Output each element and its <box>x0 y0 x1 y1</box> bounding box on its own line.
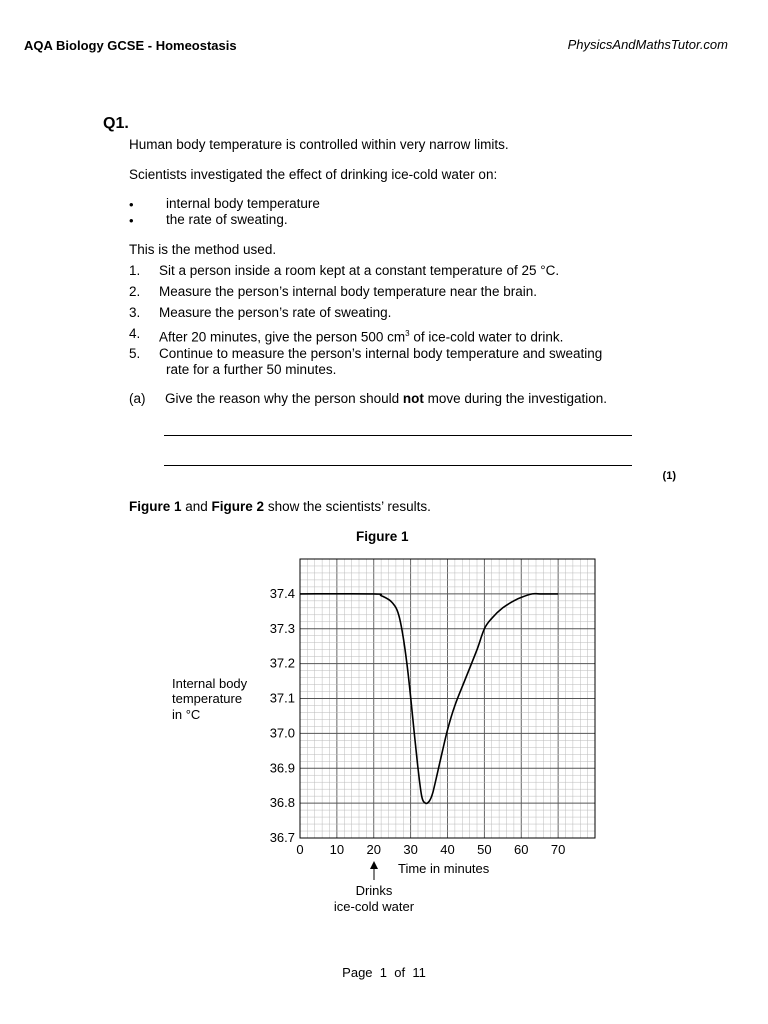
superscript: 3 <box>405 329 410 338</box>
y-tick-label: 36.9 <box>269 760 295 776</box>
chart-grid <box>300 559 595 838</box>
y-axis-label: temperature <box>172 691 243 706</box>
step-number: 1. <box>129 263 141 278</box>
bullet-item: the rate of sweating. <box>166 212 288 227</box>
header-title: AQA Biology GCSE - Homeostasis <box>24 38 237 53</box>
part-a-text: move during the investigation. <box>423 391 608 406</box>
x-tick-label: 30 <box>403 842 418 857</box>
y-tick-label: 37.0 <box>269 725 295 741</box>
step-number: 5. <box>129 346 141 361</box>
x-tick-label: 10 <box>329 842 345 857</box>
page-footer <box>0 965 768 980</box>
step-number: 4. <box>129 326 141 341</box>
question-number: Q1. <box>103 115 129 132</box>
step-number: 3. <box>129 305 141 320</box>
bullet-item: internal body temperature <box>166 196 320 211</box>
annotation-arrow-icon <box>370 861 378 869</box>
step-text-part: of ice-cold water to drink. <box>409 329 564 345</box>
bullet-marker: • <box>129 213 134 228</box>
step-text-part: After 20 minutes, give the person 500 cm <box>159 329 406 345</box>
part-a-text: Give the reason why the person should <box>165 391 403 406</box>
x-tick-label: 20 <box>366 842 381 857</box>
marks-label: (1) <box>662 470 676 482</box>
figures-intro-text: show the scientists’ results. <box>264 499 431 514</box>
y-tick-label: 37.2 <box>269 655 295 671</box>
step-text: Measure the person’s rate of sweating. <box>159 305 392 320</box>
step-text: Measure the person’s internal body temperature near the brain. <box>159 284 537 299</box>
y-tick-label: 37.3 <box>269 620 295 636</box>
step-text: Sit a person inside a room kept at a constant temperature of 25 °C. <box>159 263 560 278</box>
y-tick-label: 36.7 <box>269 830 295 845</box>
y-tick-label: 37.1 <box>269 690 295 706</box>
step-text: Continue to measure the person’s internal body temperature and sweating <box>159 346 603 361</box>
annotation-label: ice-cold water <box>333 899 415 914</box>
step-number: 2. <box>129 284 141 299</box>
question-intro: Human body temperature is controlled within very narrow limits. <box>129 137 509 152</box>
annotation-label: Drinks <box>355 883 393 898</box>
page-total: 11 <box>412 965 426 980</box>
x-tick-label: 50 <box>477 842 492 857</box>
page-label: Page <box>342 965 373 980</box>
figure-ref: Figure 1 <box>129 499 182 514</box>
x-tick-label: 0 <box>296 842 304 857</box>
x-tick-label: 70 <box>550 842 566 857</box>
page-number: 1 <box>379 965 388 980</box>
y-tick-label: 36.8 <box>269 795 295 811</box>
y-axis-label: Internal body <box>172 676 248 691</box>
figures-intro-text: and <box>181 499 212 514</box>
x-tick-label: 60 <box>514 842 529 857</box>
step-text-continued: rate for a further 50 minutes. <box>166 362 337 377</box>
y-axis-label: in °C <box>172 707 201 722</box>
method-intro: This is the method used. <box>129 242 277 257</box>
header-site: PhysicsAndMathsTutor.com <box>567 37 728 52</box>
part-label: (a) <box>129 391 146 406</box>
investigation-text: Scientists investigated the effect of drinking ice-cold water on: <box>129 167 498 182</box>
figure-title: Figure 1 <box>356 529 409 544</box>
page-of: of <box>394 965 406 980</box>
y-axis-label-group <box>172 676 248 722</box>
part-a-emphasis: not <box>402 391 424 406</box>
figure-ref: Figure 2 <box>211 499 265 514</box>
x-axis-label: Time in minutes <box>398 861 490 876</box>
x-tick-label: 40 <box>440 842 455 857</box>
bullet-marker: • <box>129 197 134 212</box>
y-tick-label: 37.4 <box>269 585 295 601</box>
